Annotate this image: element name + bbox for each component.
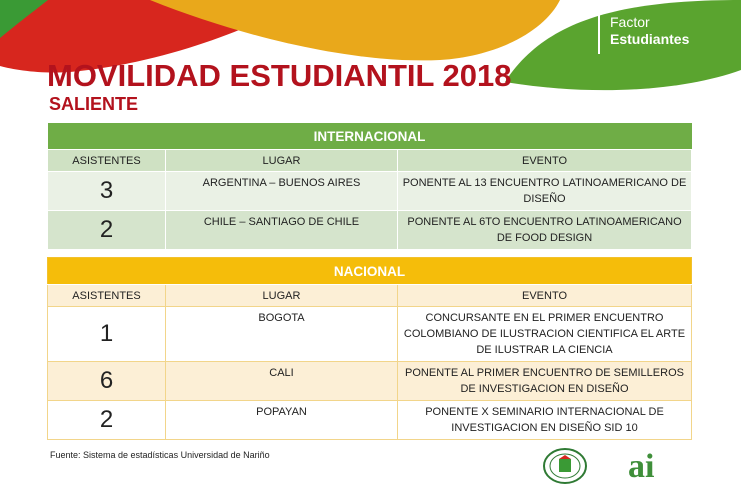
cell-asistentes: 6 <box>48 362 166 401</box>
cell-lugar: ARGENTINA – BUENOS AIRES <box>166 172 398 211</box>
column-header-asistentes: ASISTENTES <box>48 150 166 172</box>
table-row <box>48 307 692 362</box>
cell-evento: PONENTE X SEMINARIO INTERNACIONAL DE INVESTIGACION EN DISEÑO SID 10 <box>398 401 692 440</box>
source-note: Fuente: Sistema de estadísticas Universidad de Nariño <box>50 450 270 460</box>
cell-lugar: CHILE – SANTIAGO DE CHILE <box>166 211 398 250</box>
page-subtitle: SALIENTE <box>49 94 139 114</box>
cell-evento: PONENTE AL PRIMER ENCUENTRO DE SEMILLEROS DE INVESTIGACION EN DISEÑO <box>398 362 692 401</box>
cell-lugar: CALI <box>166 362 398 401</box>
column-header-evento: EVENTO <box>398 150 692 172</box>
table-nacional <box>47 257 692 440</box>
cell-asistentes: 2 <box>48 401 166 440</box>
page-title: MOVILIDAD ESTUDIANTIL 2018 <box>47 58 512 93</box>
table-heading: NACIONAL <box>48 258 692 285</box>
cell-lugar: POPAYAN <box>166 401 398 440</box>
ai-logo-text: ai <box>628 448 655 483</box>
cell-evento: CONCURSANTE EN EL PRIMER ENCUENTRO COLOMBIANO DE ILUSTRACION CIENTIFICA EL ARTE DE ILUSTRAR LA CIENCIA <box>398 307 692 362</box>
table-row <box>48 362 692 401</box>
cell-lugar: BOGOTA <box>166 307 398 362</box>
table-row <box>48 211 692 250</box>
table-internacional <box>47 123 692 250</box>
cell-evento: PONENTE AL 13 ENCUENTRO LATINOAMERICANO DE DISEÑO <box>398 172 692 211</box>
brand-mark <box>598 14 689 54</box>
cell-asistentes: 3 <box>48 172 166 211</box>
column-header-asistentes: ASISTENTES <box>48 285 166 307</box>
cell-asistentes: 1 <box>48 307 166 362</box>
column-header-lugar: LUGAR <box>166 150 398 172</box>
column-header-lugar: LUGAR <box>166 285 398 307</box>
university-seal-logo <box>542 447 588 485</box>
brand-line-2: Estudiantes <box>610 31 690 47</box>
ai-logo <box>626 447 666 483</box>
table-heading: INTERNACIONAL <box>48 123 692 150</box>
table-row <box>48 172 692 211</box>
cell-asistentes: 2 <box>48 211 166 250</box>
column-header-evento: EVENTO <box>398 285 692 307</box>
table-row <box>48 401 692 440</box>
cell-evento: PONENTE AL 6TO ENCUENTRO LATINOAMERICANO DE FOOD DESIGN <box>398 211 692 250</box>
brand-line-1: Factor <box>610 14 650 30</box>
